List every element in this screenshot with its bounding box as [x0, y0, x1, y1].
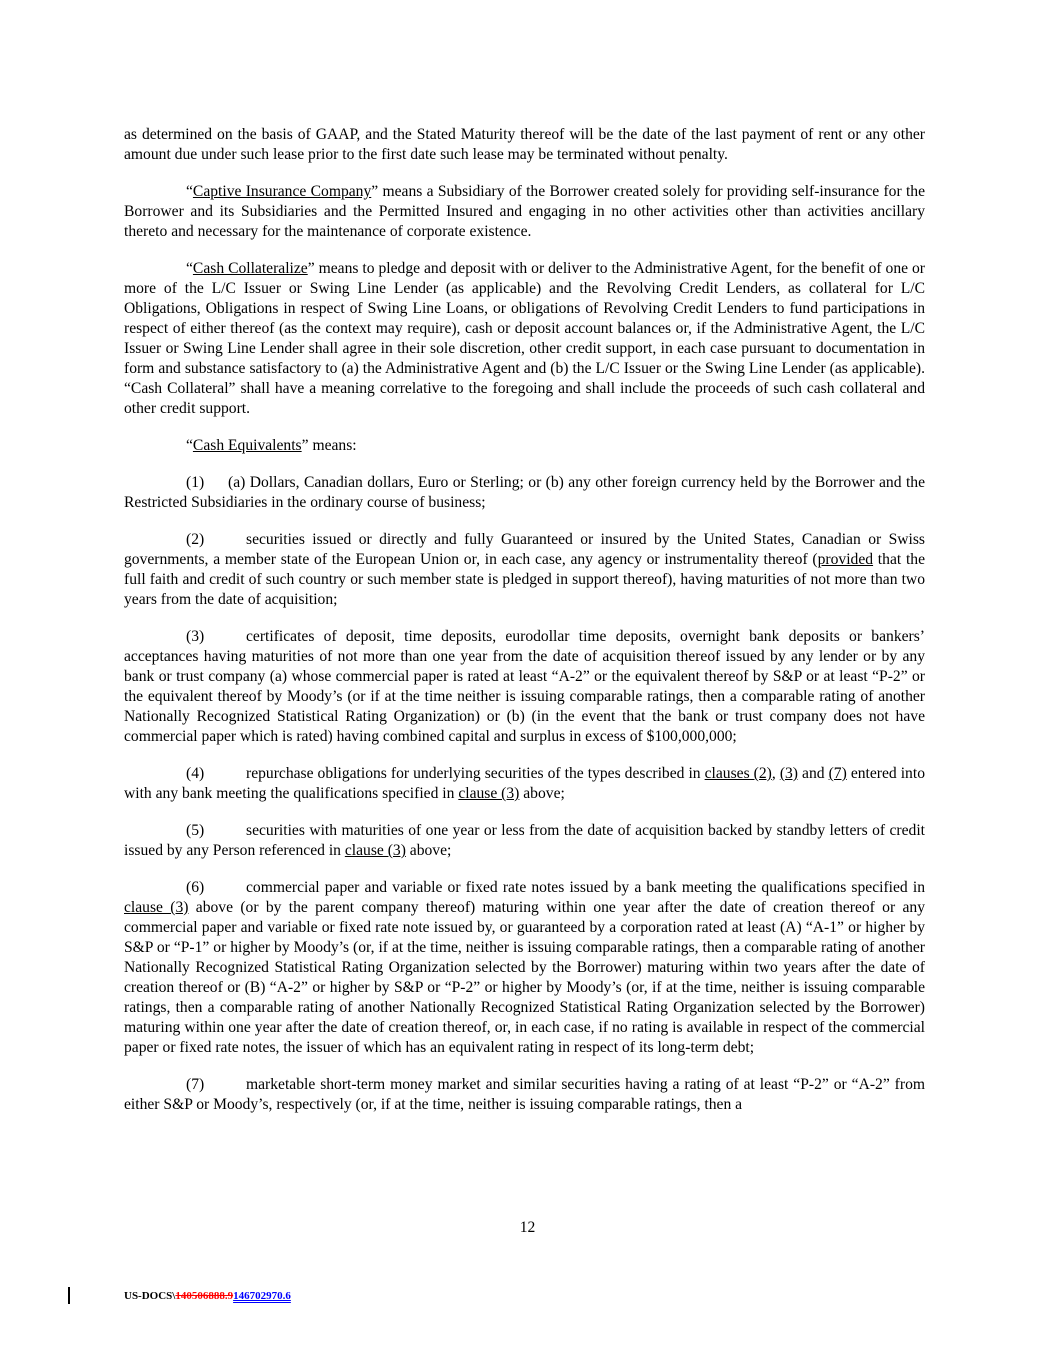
paragraph-lease-continuation: as determined on the basis of GAAP, and the Stated Maturity thereof will be the date of the last payment of rent or any other amount due under such lease prior to the first date such lease may be terminated without penalty. — [124, 126, 925, 163]
list-item-5: (5) securities with maturities of one year or less from the date of acquisition backed by standby letters of credit issued by any Person referenced in clause (3) above; — [124, 822, 925, 859]
list-item-4: (4) repurchase obligations for underlying securities of the types described in clauses (2), (3) and (7) entered into with any bank meeting the qualifications specified in clause (3) above; — [124, 765, 925, 802]
revision-change-bar — [68, 1287, 70, 1304]
document-id-prefix: US-DOCS\ — [124, 1290, 176, 1302]
cross-reference: (3) — [779, 765, 798, 782]
list-number: (2) — [186, 531, 205, 548]
cross-reference: clause (3) — [458, 785, 520, 802]
cross-reference: clause (3) — [124, 899, 189, 916]
deleted-document-id: 140506888.9 — [175, 1290, 234, 1302]
list-item-1: (1) (a) Dollars, Canadian dollars, Euro or Sterling; or (b) any other foreign currency held by the Borrower and the Restricted Subsidiaries in the ordinary course of business; — [124, 474, 925, 511]
list-item-3: (3) certificates of deposit, time deposits, eurodollar time deposits, overnight bank deposits or bankers’ acceptances having maturities of not more than one year from the date of acquisition thereof issued by any lender or by any bank or trust company (a) whose commercial paper is rated at least “A-2” or the equivalent thereof by S&P or at least “P-2” or the equivalent thereof by Moody’s (or if at the time neither is issuing comparable ratings, then a comparable rating of another Nationally Recognized Statistical Rating Organization) or (b) (in the event that the bank or trust company does not have commercial paper which is rated) having combined capital and surplus in excess of $100,000,000; — [124, 628, 925, 745]
page-number: 12 — [519, 1219, 536, 1236]
defined-term: Cash Collateralize — [192, 260, 308, 277]
cross-reference: clause (3) — [344, 842, 406, 859]
cross-reference: clauses (2) — [704, 765, 772, 782]
cross-reference: (7) — [828, 765, 847, 782]
inserted-document-id: 146702970.6 — [233, 1290, 291, 1302]
definition-cash-equivalents: “Cash Equivalents” means: — [186, 437, 357, 454]
list-number: (7) — [186, 1076, 205, 1093]
list-number: (3) — [186, 628, 205, 645]
list-number: (1) — [186, 474, 205, 491]
list-item-2: (2) securities issued or directly and fully Guaranteed or insured by the United States, Canadian or Swiss governments, a member state of the European Union or, in each case, any agency or instrumentality thereof (provided that the full faith and credit of such country or such member state is pledged in support thereof), having maturities of not more than two years from the date of acquisition; — [124, 531, 925, 608]
definition-captive-insurance-company: “Captive Insurance Company” means a Subsidiary of the Borrower created solely for providing self-insurance for the Borrower and its Subsidiaries and the Permitted Insured and engaging in no other activities other than activities ancillary thereto and necessary for the maintenance of corporate existence. — [124, 183, 925, 240]
list-item-7: (7) marketable short-term money market and similar securities having a rating of at least “P-2” or “A-2” from either S&P or Moody’s, respectively (or, if at the time, neither is issuing comparable ratings, then a — [124, 1076, 925, 1113]
defined-term: Captive Insurance Company — [192, 183, 372, 200]
list-number: (5) — [186, 822, 205, 839]
document-id-footer — [124, 1290, 291, 1302]
list-item-6: (6) commercial paper and variable or fixed rate notes issued by a bank meeting the qualifications specified in clause (3) above (or by the parent company thereof) maturing within one year after the date of creation thereof or any commercial paper and variable or fixed rate note issued by, or guaranteed by a corporation rated at least (A) “A-1” or higher by S&P or “P-1” or higher by Moody’s (or, if at the time, neither is issuing comparable ratings, then a comparable rating of another Nationally Recognized Statistical Rating Organization selected by the Borrower) maturing within two years after the date of creation thereof or (B) “A-2” or higher by S&P or “P-2” or higher by Moody’s (or, if at the time, neither is issuing comparable ratings, then a comparable rating of another Nationally Recognized Statistical Rating Organization selected by the Borrower) maturing within one year after the date of creation thereof, or, in each case, if no rating is available in respect of the commercial paper or fixed rate notes, the issuer of which has an equivalent rating in respect of its long-term debt; — [124, 879, 925, 1056]
list-number: (4) — [186, 765, 205, 782]
document-body — [124, 125, 925, 1132]
defined-term: Cash Equivalents — [192, 437, 302, 454]
provided-term: provided — [817, 551, 874, 568]
definition-cash-collateralize: “Cash Collateralize” means to pledge and deposit with or deliver to the Administrative Agent, for the benefit of one or more of the L/C Issuer or Swing Line Lender (as applicable) and the Revolving Credit Lenders, as collateral for L/C Obligations, Obligations in respect of Swing Line Loans, or obligations of Revolving Credit Lenders to fund participations in respect of either thereof (as the context may require), cash or deposit account balances or, if the Administrative Agent, the L/C Issuer or Swing Line Lender shall agree in their sole discretion, other credit support, in each case pursuant to documentation in form and substance satisfactory to (a) the Administrative Agent and (b) the L/C Issuer or the Swing Line Lender (as applicable). “Cash Collateral” shall have a meaning correlative to the foregoing and shall include the proceeds of such cash collateral and other credit support. — [124, 260, 925, 417]
list-number: (6) — [186, 879, 205, 896]
